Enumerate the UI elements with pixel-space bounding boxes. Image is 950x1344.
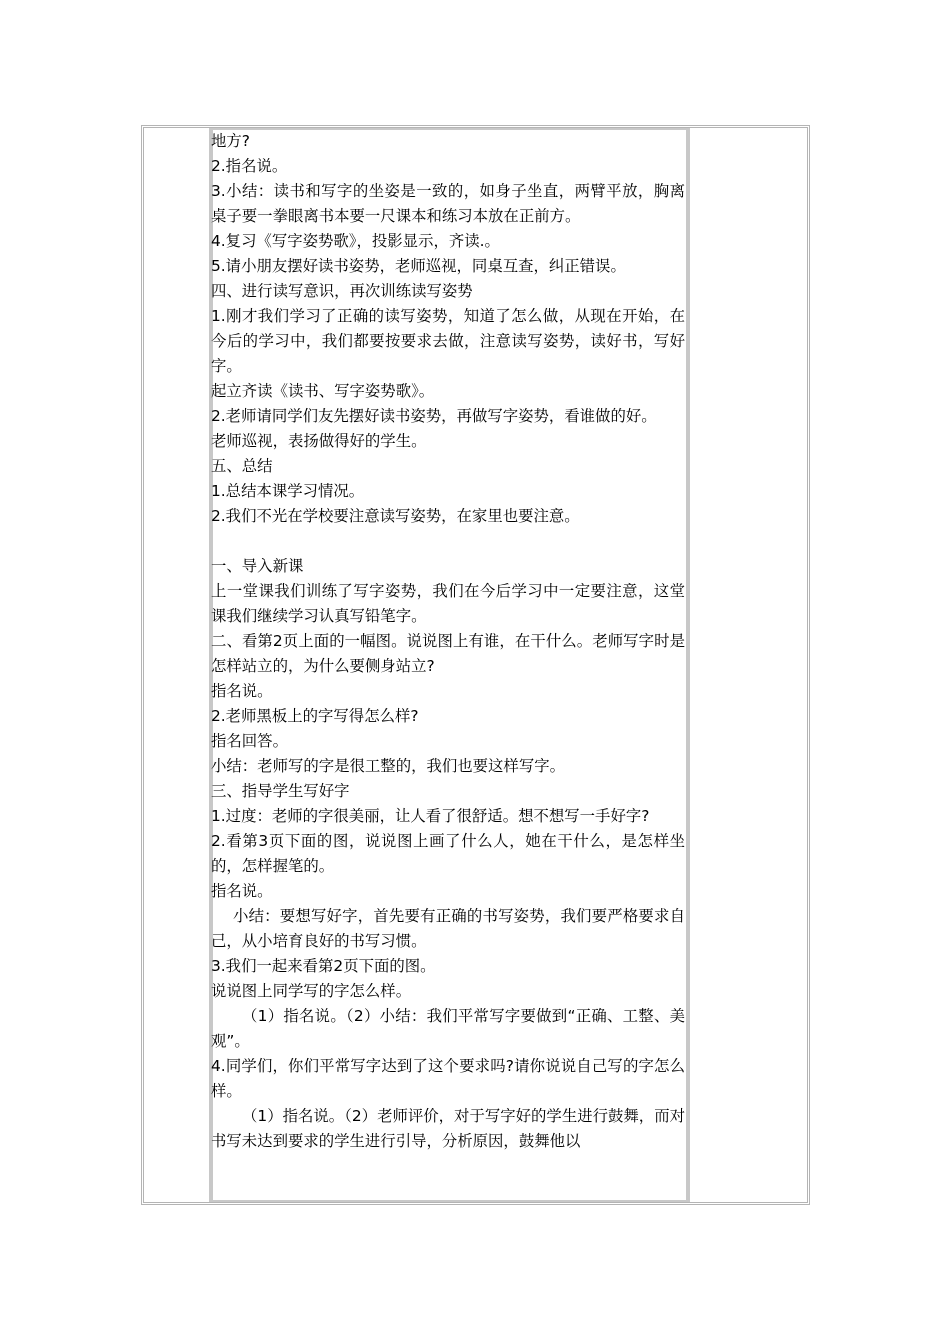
text-line: 1.总结本课学习情况。 — [211, 482, 365, 500]
text-line: 2.我们不光在学校要注意读写姿势，在家里也要注意。 — [211, 507, 580, 525]
section-heading: 五、总结 — [211, 457, 273, 475]
text-line: 5.请小朋友摆好读书姿势，老师巡视，同桌互查，纠正错误。 — [211, 257, 626, 275]
section-heading: 四、进行读写意识，再次训练读写姿势 — [211, 282, 473, 300]
text-line: 1.过度：老师的字很美丽，让人看了很舒适。想不想写一手好字? — [211, 807, 650, 825]
text-line: 3.我们一起来看第2页下面的图。 — [211, 957, 436, 975]
section-heading: 三、指导学生写好字 — [211, 782, 350, 800]
blank-line — [211, 529, 685, 554]
text-line: 指名说。 — [211, 882, 273, 900]
text-line: 3.小结：读书和写字的坐姿是一致的，如身子坐直，两臂平放，胸离桌子要一拳眼离书本要一尺课本和练习本放在正前方。 — [211, 182, 685, 225]
text-line: 1.刚才我们学习了正确的读写姿势，知道了怎么做，从现在开始，在今后的学习中，我们都要按要求去做，注意读写姿势，读好书，写好字。 — [211, 307, 685, 375]
section-heading: 一、导入新课 — [211, 557, 304, 575]
text-line: 地方? — [211, 132, 250, 150]
text-line: 4.同学们，你们平常写字达到了这个要求吗?请你说说自己写的字怎么样。 — [211, 1057, 685, 1100]
text-line: 老师巡视，表扬做得好的学生。 — [211, 432, 427, 450]
text-line: 4.复习《写字姿势歌》，投影显示，齐读.。 — [211, 232, 500, 250]
text-line: 指名说。 — [211, 682, 273, 700]
text-line: 说说图上同学写的字怎么样。 — [211, 982, 412, 1000]
text-line: 小结：老师写的字是很工整的，我们也要这样写字。 — [211, 757, 565, 775]
lesson-text — [211, 129, 685, 1154]
text-line: （1）指名说。（2）老师评价，对于写字好的学生进行鼓舞，而对书写未达到要求的学生进行引导，分析原因，鼓舞他以 — [211, 1107, 685, 1150]
text-line: 2.老师黑板上的字写得怎么样? — [211, 707, 419, 725]
table-left-column — [144, 128, 211, 1202]
text-line: 起立齐读《读书、写字姿势歌》。 — [211, 382, 435, 400]
text-line: 2.老师请同学们友先摆好读书姿势，再做写字姿势，看谁做的好。 — [211, 407, 657, 425]
table-right-column — [688, 128, 807, 1202]
text-line: 指名回答。 — [211, 732, 288, 750]
text-line: 小结：要想写好字，首先要有正确的书写姿势，我们要严格要求自己，从小培育良好的书写习惯。 — [211, 907, 685, 950]
text-line: 2.指名说。 — [211, 157, 288, 175]
section-heading: 二、看第2页上面的一幅图。说说图上有谁，在干什么。老师写字时是怎样站立的，为什么要侧身站立? — [211, 632, 685, 675]
text-line: 2.看第3页下面的图，说说图上画了什么人，她在干什么，是怎样坐的，怎样握笔的。 — [211, 832, 685, 875]
text-line: （1）指名说。（2）小结：我们平常写字要做到“正确、工整、美观”。 — [211, 1007, 685, 1050]
text-line: 上一堂课我们训练了写字姿势，我们在今后学习中一定要注意，这堂课我们继续学习认真写铅笔字。 — [211, 582, 685, 625]
